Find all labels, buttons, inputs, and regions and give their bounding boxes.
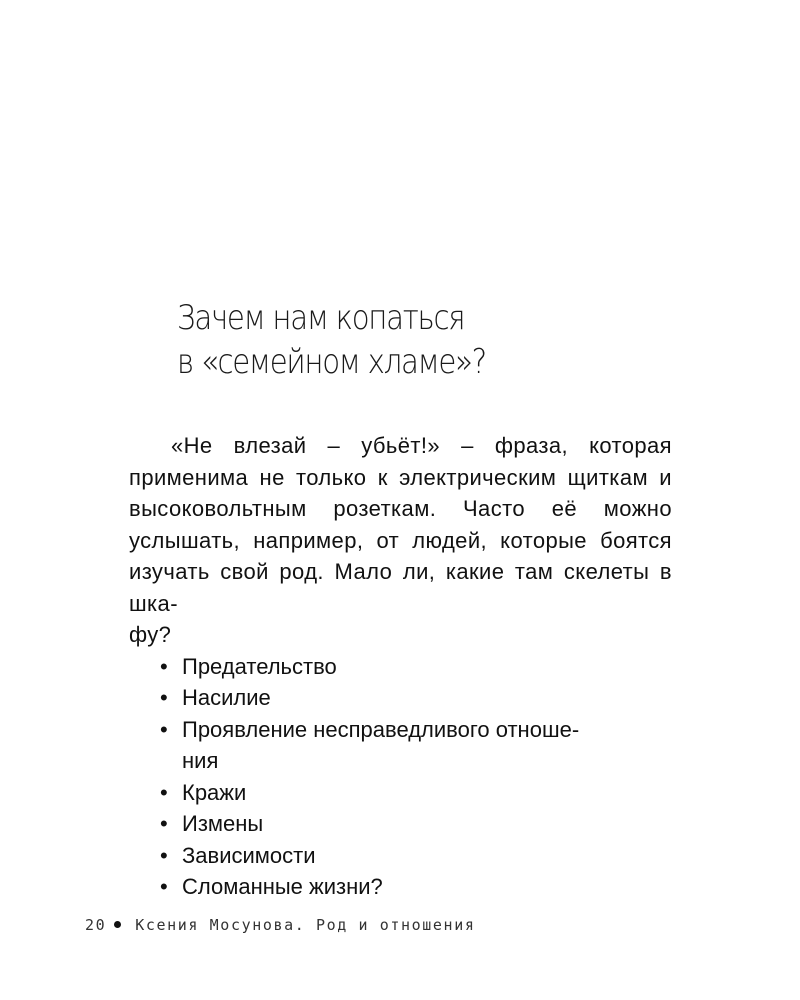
running-title: Ксения Мосунова. Род и отношения <box>135 916 476 934</box>
bullet-icon: • <box>160 653 168 679</box>
bullet-icon: • <box>160 716 168 742</box>
list-item <box>160 651 672 683</box>
list-item <box>160 871 672 903</box>
bullet-icon: • <box>160 779 168 805</box>
list-item-text: Измены <box>182 811 264 836</box>
list-item-text-continuation: ния <box>182 748 219 773</box>
body-text <box>129 430 672 903</box>
bullet-icon: • <box>160 685 168 710</box>
section-heading-line-2: в «семейном хламе»? <box>177 342 486 382</box>
bullet-icon: • <box>160 842 168 868</box>
section-heading-line-1: Зачем нам копаться <box>177 298 465 338</box>
list-item <box>160 777 672 809</box>
list-item-text: Проявление несправедливого отноше- <box>182 716 580 742</box>
list-item <box>160 840 672 872</box>
list-item-text: Зависимости <box>182 842 316 868</box>
intro-paragraph-text: «Не влезай – убьёт!» – фраза, которая применима не только к электрическим щиткам и высоковольтным розеткам. Часто её можно услышать, например, от людей, которые боятся изучать свой род. Мало ли, какие там скелеты в шка- <box>129 433 672 616</box>
section-heading <box>177 296 486 384</box>
list-item <box>160 682 672 714</box>
page-number: 20 <box>85 916 107 934</box>
intro-paragraph-last-line: фу? <box>129 622 172 647</box>
list-item-text: Насилие <box>182 685 271 710</box>
list-item-text: Сломанные жизни? <box>182 874 383 899</box>
bullet-list <box>129 651 672 903</box>
bullet-icon: • <box>160 874 168 899</box>
list-item-text: Кражи <box>182 779 247 805</box>
footer-dot-icon <box>114 921 121 928</box>
intro-paragraph <box>129 430 672 651</box>
page-footer <box>85 916 475 934</box>
list-item <box>160 714 672 777</box>
bullet-icon: • <box>160 811 168 836</box>
list-item <box>160 808 672 840</box>
list-item-text: Предательство <box>182 653 337 679</box>
